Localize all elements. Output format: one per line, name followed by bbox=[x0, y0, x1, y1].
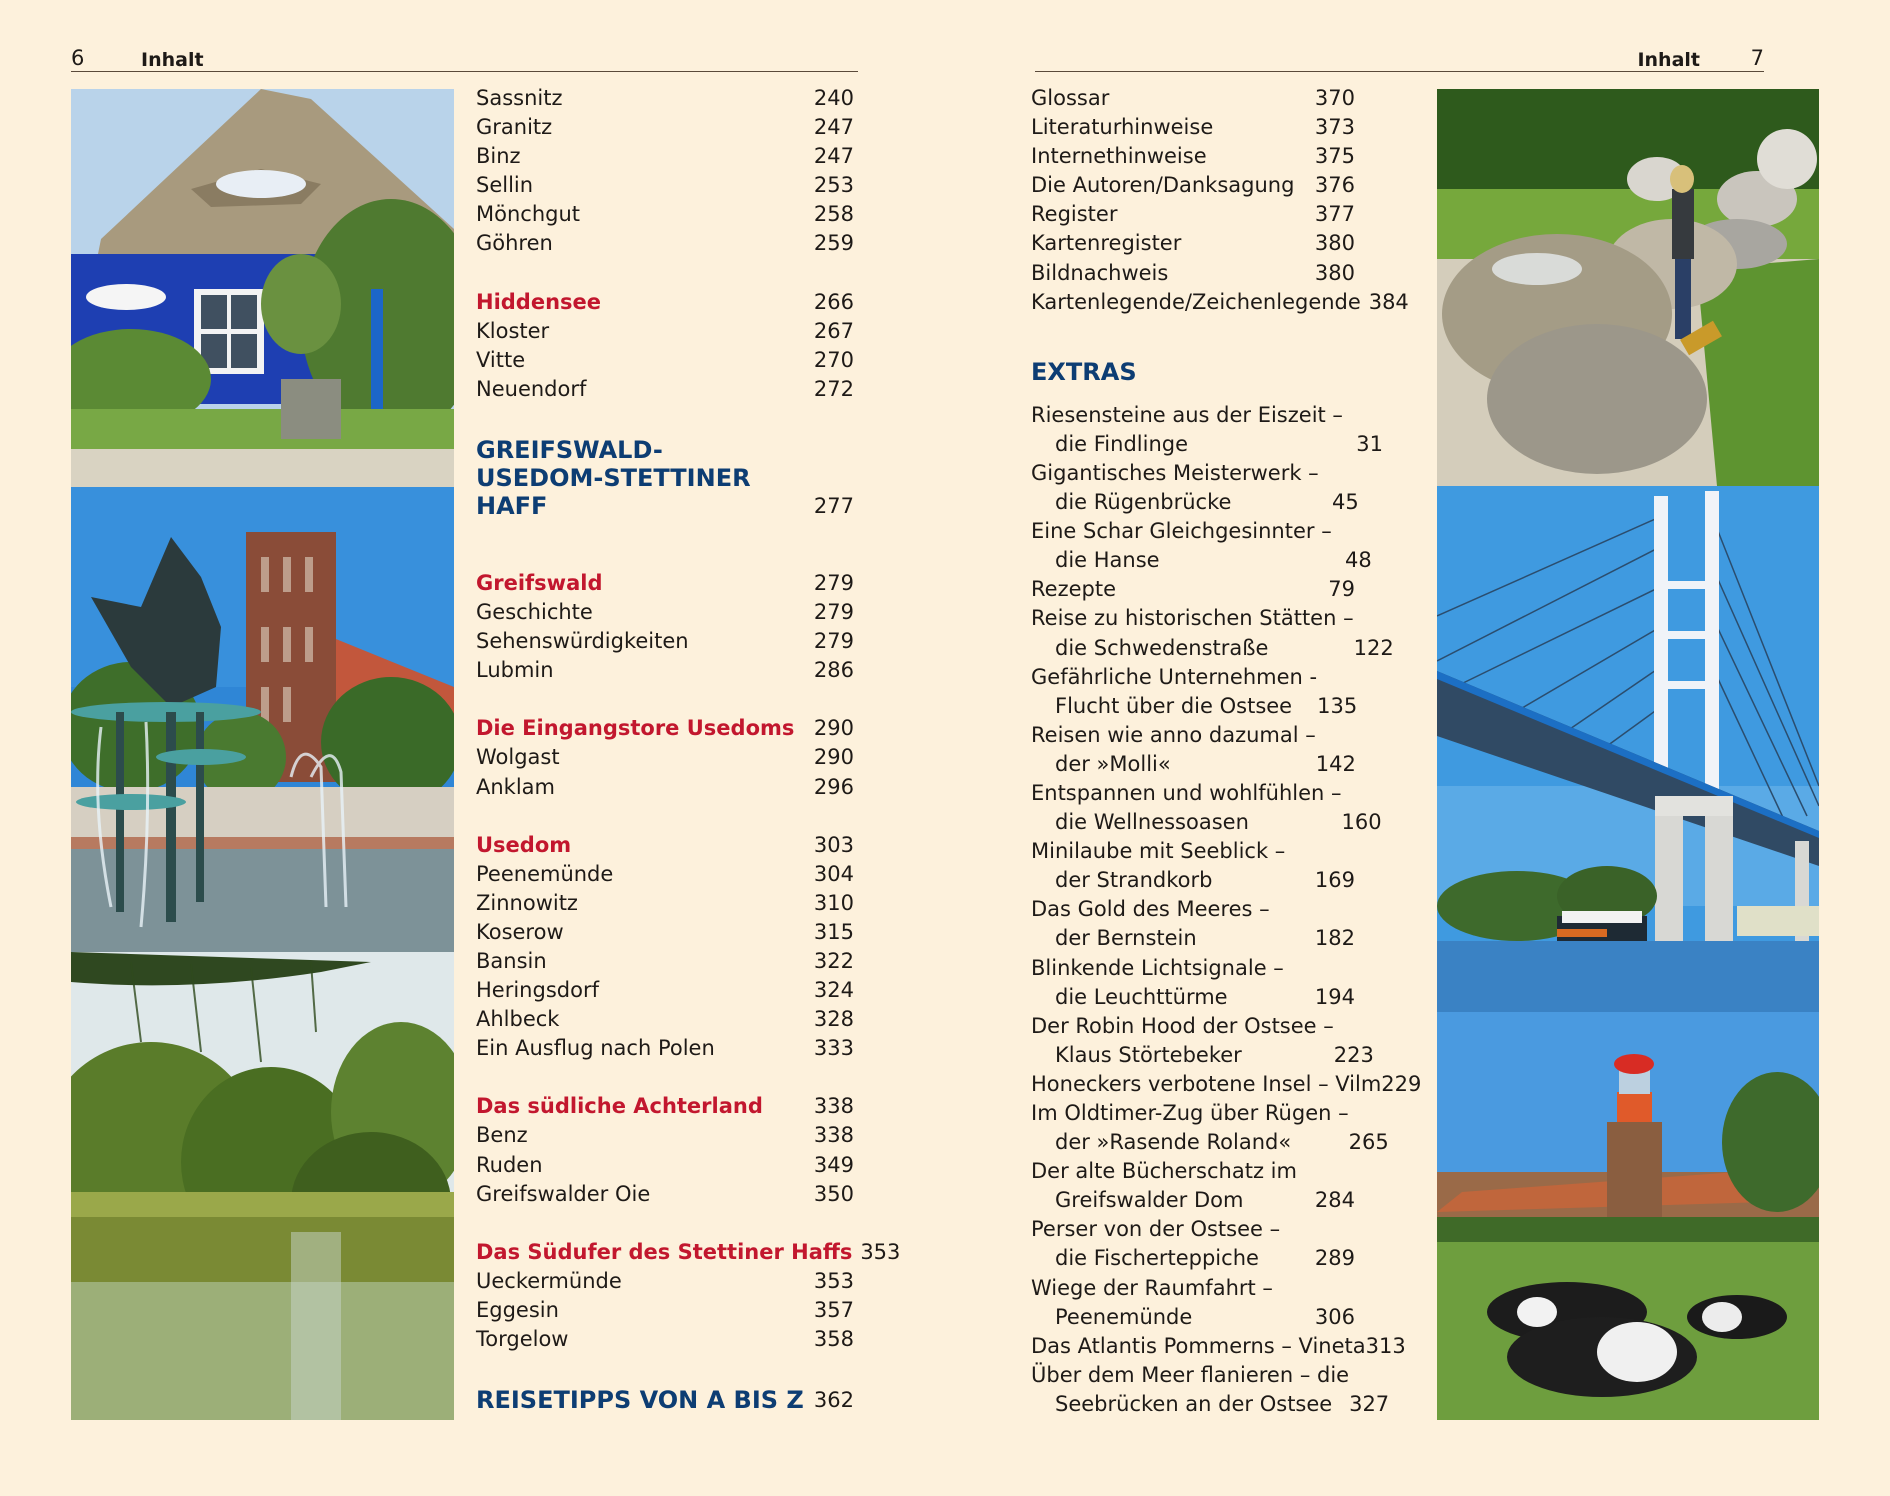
extras-entry-title bbox=[1031, 1361, 1349, 1419]
toc-entry-page: 358 bbox=[813, 1327, 854, 1351]
toc-entry-item[interactable] bbox=[476, 1267, 854, 1296]
extras-entry-line1: Rezepte bbox=[1031, 577, 1116, 602]
toc-entry-label: Bansin bbox=[476, 948, 547, 973]
extras-entry[interactable] bbox=[1031, 895, 1355, 953]
toc-entry-label: Lubmin bbox=[476, 658, 554, 683]
toc-entry-item[interactable] bbox=[476, 860, 854, 889]
photo-lake-trees bbox=[71, 952, 454, 1420]
extras-entry-line2: die Findlinge bbox=[1055, 431, 1189, 456]
toc-entry-page: 303 bbox=[813, 832, 854, 857]
extras-entry[interactable] bbox=[1031, 721, 1355, 779]
photo-boulder-garden bbox=[1437, 89, 1819, 486]
extras-entry-page: 313 bbox=[1365, 1333, 1406, 1358]
extras-entry-title bbox=[1031, 663, 1317, 721]
extras-entry-page: 160 bbox=[1341, 810, 1382, 835]
page-number: 7 bbox=[1750, 46, 1764, 70]
toc-entry-page: 267 bbox=[813, 318, 854, 343]
extras-entry-line1: Minilaube mit Seeblick – bbox=[1031, 839, 1286, 864]
extras-entry-line1: Entspannen und wohlfühlen – bbox=[1031, 780, 1342, 805]
appendix-entry-label: Kartenlegende/Zeichenlegende bbox=[1031, 289, 1361, 314]
toc-entry-label: Sehenswürdigkeiten bbox=[476, 629, 689, 654]
extras-entry-page: 142 bbox=[1315, 751, 1356, 776]
toc-entry-page: 266 bbox=[813, 289, 854, 314]
appendix-entry[interactable] bbox=[1031, 171, 1355, 200]
extras-entry[interactable] bbox=[1031, 1215, 1355, 1273]
toc-entry-label: Ein Ausflug nach Polen bbox=[476, 1036, 715, 1061]
extras-entry[interactable] bbox=[1031, 459, 1359, 517]
toc-entry-label: Greifswald bbox=[476, 570, 603, 595]
toc-entry-region[interactable] bbox=[476, 1238, 901, 1267]
toc-entry-page: 247 bbox=[813, 144, 854, 169]
extras-entry[interactable] bbox=[1031, 663, 1358, 721]
extras-entry-title bbox=[1031, 1332, 1366, 1361]
appendix-entry[interactable] bbox=[1031, 142, 1355, 171]
toc-entry-label: Usedom bbox=[476, 832, 572, 857]
extras-entry-page: 31 bbox=[1356, 431, 1383, 456]
toc-entry-region[interactable] bbox=[476, 831, 854, 860]
extras-entry-page: 169 bbox=[1314, 868, 1355, 893]
toc-entry-page: 270 bbox=[813, 347, 854, 372]
toc-entry-page: 290 bbox=[813, 716, 854, 741]
extras-entry-line2: Seebrücken an der Ostsee bbox=[1055, 1391, 1333, 1416]
extras-entry-line1: Perser von der Ostsee – bbox=[1031, 1217, 1281, 1242]
running-head-left bbox=[71, 44, 858, 72]
extras-entry-page: 135 bbox=[1317, 693, 1358, 718]
toc-entry-item[interactable] bbox=[476, 1151, 854, 1180]
extras-entry-page: 229 bbox=[1381, 1071, 1422, 1096]
toc-entry-page: 322 bbox=[813, 948, 854, 973]
toc-entry-item[interactable] bbox=[476, 1325, 854, 1354]
toc-entry-item[interactable] bbox=[476, 656, 854, 685]
toc-entry-label: Anklam bbox=[476, 774, 555, 799]
toc-entry-item[interactable] bbox=[476, 142, 854, 171]
toc-entry-label: Hiddensee bbox=[476, 289, 602, 314]
toc-entry-page: 279 bbox=[813, 600, 854, 625]
toc-entry-label: Ruden bbox=[476, 1152, 543, 1177]
extras-entry-line2: die Fischerteppiche bbox=[1055, 1246, 1259, 1271]
appendix-entry-page: 373 bbox=[1314, 115, 1355, 140]
extras-entry-line1: Über dem Meer flanieren – die bbox=[1031, 1362, 1350, 1387]
toc-entry-item[interactable] bbox=[476, 317, 854, 346]
toc-entry-chapter[interactable] bbox=[476, 436, 854, 520]
toc-entry-label: Greifswalder Oie bbox=[476, 1181, 651, 1206]
extras-heading: EXTRAS bbox=[1031, 357, 1137, 386]
toc-entry-item[interactable] bbox=[476, 976, 854, 1005]
appendix-entry[interactable] bbox=[1031, 200, 1355, 229]
extras-entry[interactable] bbox=[1031, 1157, 1355, 1215]
spacer bbox=[476, 259, 854, 288]
toc-left bbox=[476, 84, 901, 1415]
appendix-entry[interactable] bbox=[1031, 113, 1355, 142]
toc-entry-label: Torgelow bbox=[476, 1327, 569, 1351]
toc-entry-label: Das Südufer des Stettiner Haffs bbox=[476, 1239, 853, 1264]
toc-entry-page: 272 bbox=[813, 376, 854, 401]
toc-entry-label: Ahlbeck bbox=[476, 1007, 560, 1032]
extras-entry-title bbox=[1031, 779, 1342, 837]
toc-entry-page: 338 bbox=[813, 1094, 854, 1119]
extras-entry-page: 122 bbox=[1353, 635, 1394, 660]
appendix-entry-label: Kartenregister bbox=[1031, 231, 1182, 256]
extras-entry[interactable] bbox=[1031, 954, 1355, 1012]
page-number: 6 bbox=[71, 46, 85, 70]
toc-entry-label: Benz bbox=[476, 1123, 528, 1148]
appendix-entry-page: 375 bbox=[1314, 144, 1355, 169]
appendix-list bbox=[1031, 84, 1409, 317]
spacer bbox=[476, 685, 854, 714]
toc-entry-label: GREIFSWALD-USEDOM-STETTINER HAFF bbox=[476, 435, 751, 520]
appendix-entry[interactable] bbox=[1031, 84, 1355, 113]
photo-lighthouse-cows bbox=[1437, 1012, 1819, 1420]
extras-entry-line1: Das Gold des Meeres – bbox=[1031, 897, 1270, 922]
extras-entry-title bbox=[1031, 1215, 1280, 1273]
toc-entry-item[interactable] bbox=[476, 1121, 854, 1150]
extras-entry[interactable] bbox=[1031, 1361, 1390, 1419]
spacer bbox=[476, 520, 854, 540]
extras-entry-page: 45 bbox=[1331, 490, 1359, 515]
toc-entry-item[interactable] bbox=[476, 598, 854, 627]
toc-entry-page: 259 bbox=[813, 231, 854, 256]
extras-entry-line2: Klaus Störtebeker bbox=[1055, 1042, 1242, 1067]
toc-entry-item[interactable] bbox=[476, 918, 854, 947]
extras-entry[interactable] bbox=[1031, 837, 1355, 895]
photo-thatched-cottage bbox=[71, 89, 454, 487]
extras-entry-title bbox=[1031, 954, 1284, 1012]
toc-entry-page: 350 bbox=[813, 1181, 854, 1206]
toc-entry-item[interactable] bbox=[476, 171, 854, 200]
extras-list bbox=[1031, 401, 1422, 1419]
toc-entry-item[interactable] bbox=[476, 743, 854, 772]
extras-entry-line2: die Leuchttürme bbox=[1055, 984, 1228, 1009]
toc-entry-label: Heringsdorf bbox=[476, 978, 599, 1003]
extras-entry[interactable] bbox=[1031, 1012, 1374, 1070]
toc-entry-label: Eggesin bbox=[476, 1297, 559, 1322]
extras-entry-title bbox=[1031, 604, 1354, 662]
extras-entry-line1: Im Oldtimer-Zug über Rügen – bbox=[1031, 1101, 1349, 1125]
toc-entry-item[interactable] bbox=[476, 200, 854, 229]
toc-entry-label: REISETIPPS VON A BIS Z bbox=[476, 1386, 804, 1415]
extras-entry-page: 194 bbox=[1314, 984, 1355, 1009]
toc-entry-page: 286 bbox=[813, 658, 854, 683]
extras-entry-line2: der »Rasende Roland« bbox=[1055, 1130, 1292, 1155]
extras-entry-line2: Peenemünde bbox=[1055, 1304, 1193, 1329]
extras-entry[interactable] bbox=[1031, 1099, 1389, 1157]
extras-entry-line1: Der Robin Hood der Ostsee – bbox=[1031, 1013, 1334, 1038]
extras-entry-page: 306 bbox=[1314, 1304, 1355, 1329]
extras-entry[interactable] bbox=[1031, 604, 1394, 662]
appendix-entry-page: 380 bbox=[1314, 231, 1355, 256]
toc-entry-page: 338 bbox=[813, 1123, 854, 1148]
toc-entry-label: Zinnowitz bbox=[476, 890, 578, 915]
extras-entry-title bbox=[1031, 721, 1316, 779]
toc-entry-page: 247 bbox=[813, 115, 854, 140]
toc-entry-item[interactable] bbox=[476, 229, 854, 258]
extras-entry[interactable] bbox=[1031, 401, 1383, 459]
spacer bbox=[476, 1354, 854, 1386]
toc-entry-item[interactable] bbox=[476, 773, 854, 802]
extras-entry-page: 284 bbox=[1314, 1188, 1355, 1213]
toc-entry-item[interactable] bbox=[476, 889, 854, 918]
extras-entry-title bbox=[1031, 1070, 1381, 1099]
toc-entry-label: Die Eingangstore Usedoms bbox=[476, 716, 795, 741]
extras-entry-line1: Wiege der Raumfahrt – bbox=[1031, 1275, 1273, 1300]
toc-entry-label: Binz bbox=[476, 144, 521, 169]
extras-entry-line2: Flucht über die Ostsee bbox=[1055, 693, 1293, 718]
appendix-entry[interactable] bbox=[1031, 259, 1355, 288]
extras-entry-title bbox=[1031, 401, 1343, 459]
appendix-entry-page: 370 bbox=[1314, 86, 1355, 110]
toc-entry-item[interactable] bbox=[476, 1034, 854, 1063]
toc-entry-page: 349 bbox=[813, 1152, 854, 1177]
toc-entry-item[interactable] bbox=[476, 84, 854, 113]
extras-entry-line1: Riesensteine aus der Eiszeit – bbox=[1031, 402, 1343, 427]
toc-entry-label: Koserow bbox=[476, 919, 564, 944]
extras-entry[interactable] bbox=[1031, 779, 1382, 837]
toc-entry-page: 253 bbox=[813, 173, 854, 198]
extras-entry-title bbox=[1031, 517, 1332, 575]
spacer bbox=[476, 540, 854, 569]
toc-entry-region[interactable] bbox=[476, 288, 854, 317]
toc-entry-item[interactable] bbox=[476, 113, 854, 142]
extras-entry-line2: der Strandkorb bbox=[1055, 868, 1213, 893]
appendix-entry-page: 377 bbox=[1314, 202, 1355, 227]
extras-entry-line1: Gigantisches Meisterwerk – bbox=[1031, 460, 1319, 485]
spacer bbox=[476, 404, 854, 436]
extras-entry-title bbox=[1031, 1157, 1297, 1215]
toc-entry-page: 353 bbox=[813, 1268, 854, 1293]
toc-entry-label: Geschichte bbox=[476, 600, 593, 625]
toc-entry-label: Mönchgut bbox=[476, 202, 581, 227]
running-head-title: Inhalt bbox=[141, 49, 204, 71]
photo-griffin-fountain-church bbox=[71, 487, 454, 952]
extras-entry-line1: Reise zu historischen Stätten – bbox=[1031, 606, 1354, 631]
extras-entry-page: 289 bbox=[1314, 1246, 1355, 1271]
toc-entry-page: 310 bbox=[813, 890, 854, 915]
appendix-entry[interactable] bbox=[1031, 229, 1355, 258]
toc-entry-chapter[interactable] bbox=[476, 1386, 854, 1414]
toc-entry-label: Granitz bbox=[476, 115, 553, 140]
toc-entry-item[interactable] bbox=[476, 375, 854, 404]
toc-entry-item[interactable] bbox=[476, 1296, 854, 1325]
toc-entry-page: 333 bbox=[813, 1036, 854, 1061]
toc-entry-page: 240 bbox=[813, 86, 854, 110]
toc-entry-region[interactable] bbox=[476, 714, 854, 743]
appendix-entry-label: Bildnachweis bbox=[1031, 260, 1169, 285]
extras-entry-line2: die Hanse bbox=[1055, 548, 1160, 573]
toc-entry-item[interactable] bbox=[476, 1180, 854, 1209]
appendix-entry-label: Glossar bbox=[1031, 86, 1110, 110]
extras-entry-page: 327 bbox=[1349, 1391, 1390, 1416]
toc-entry-item[interactable] bbox=[476, 627, 854, 656]
toc-entry-page: 304 bbox=[813, 861, 854, 886]
extras-entry-title bbox=[1031, 1099, 1349, 1157]
extras-entry-page: 223 bbox=[1333, 1042, 1374, 1067]
toc-entry-region[interactable] bbox=[476, 1092, 854, 1121]
extras-entry-line1: Blinkende Lichtsignale – bbox=[1031, 955, 1284, 980]
appendix-entry-page: 384 bbox=[1368, 289, 1409, 314]
photo-ruegen-bridge bbox=[1437, 486, 1819, 1012]
toc-entry-page: 279 bbox=[813, 570, 854, 595]
toc-entry-label: Sassnitz bbox=[476, 86, 563, 110]
extras-entry-page: 265 bbox=[1348, 1130, 1389, 1155]
right-page bbox=[945, 0, 1890, 1496]
spacer bbox=[476, 1209, 854, 1238]
toc-entry-label: Ueckermünde bbox=[476, 1268, 622, 1293]
extras-entry-page: 79 bbox=[1328, 577, 1355, 602]
appendix-entry-label: Internethinweise bbox=[1031, 144, 1207, 169]
appendix-entry-label: Register bbox=[1031, 202, 1118, 227]
appendix-entry-page: 380 bbox=[1314, 260, 1355, 285]
running-head-right bbox=[1035, 44, 1764, 72]
toc-entry-label: Das südliche Achterland bbox=[476, 1094, 763, 1119]
extras-entry-line2: die Schwedenstraße bbox=[1055, 635, 1269, 660]
toc-entry-label: Vitte bbox=[476, 347, 526, 372]
extras-entry-page: 182 bbox=[1314, 926, 1355, 951]
toc-entry-label: Wolgast bbox=[476, 745, 560, 770]
appendix-entry-label: Die Autoren/Danksagung bbox=[1031, 173, 1295, 198]
extras-entry-line1: Das Atlantis Pommerns – Vineta bbox=[1031, 1333, 1366, 1358]
extras-entry-title bbox=[1031, 575, 1116, 604]
extras-entry-title bbox=[1031, 837, 1285, 895]
toc-entry-page: 324 bbox=[813, 978, 854, 1003]
running-head-title: Inhalt bbox=[1637, 49, 1700, 71]
extras-entry-line1: Der alte Bücherschatz im bbox=[1031, 1159, 1297, 1184]
toc-entry-page: 290 bbox=[813, 745, 854, 770]
extras-entry-line2: der »Molli« bbox=[1055, 751, 1171, 776]
extras-entry[interactable] bbox=[1031, 1070, 1422, 1099]
toc-entry-page: 279 bbox=[813, 629, 854, 654]
extras-entry[interactable] bbox=[1031, 1332, 1406, 1361]
toc-entry-label: Sellin bbox=[476, 173, 534, 198]
extras-entry-title bbox=[1031, 459, 1319, 517]
extras-entry[interactable] bbox=[1031, 517, 1372, 575]
extras-entry-title bbox=[1031, 895, 1270, 953]
toc-entry-label: Göhren bbox=[476, 231, 553, 256]
spacer bbox=[476, 1063, 854, 1092]
extras-entry-line2: Greifswalder Dom bbox=[1055, 1188, 1244, 1213]
appendix-entry-page: 376 bbox=[1314, 173, 1355, 198]
toc-entry-item[interactable] bbox=[476, 346, 854, 375]
toc-entry-page: 328 bbox=[813, 1007, 854, 1032]
extras-entry-line1: Reisen wie anno dazumal – bbox=[1031, 722, 1316, 747]
toc-entry-page: 315 bbox=[813, 919, 854, 944]
toc-entry-item[interactable] bbox=[476, 947, 854, 976]
extras-entry-line2: die Rügenbrücke bbox=[1055, 490, 1232, 515]
spacer bbox=[476, 802, 854, 831]
toc-entry-label: Neuendorf bbox=[476, 376, 587, 401]
extras-entry[interactable] bbox=[1031, 1274, 1355, 1332]
extras-entry-line1: Eine Schar Gleichgesinnter – bbox=[1031, 519, 1332, 544]
appendix-entry[interactable] bbox=[1031, 288, 1409, 317]
toc-entry-region[interactable] bbox=[476, 569, 854, 598]
appendix-entry-label: Literaturhinweise bbox=[1031, 115, 1214, 140]
toc-entry-page: 296 bbox=[813, 774, 854, 799]
extras-entry[interactable] bbox=[1031, 575, 1355, 604]
extras-entry-title bbox=[1031, 1274, 1273, 1332]
toc-entry-page: 258 bbox=[813, 202, 854, 227]
extras-entry-line2: die Wellnessoasen bbox=[1055, 810, 1249, 835]
toc-entry-label: Peenemünde bbox=[476, 861, 614, 886]
toc-entry-page: 277 bbox=[813, 493, 854, 518]
extras-entry-title bbox=[1031, 1012, 1334, 1070]
extras-entry-line2: der Bernstein bbox=[1055, 926, 1197, 951]
extras-entry-line1: Gefährliche Unternehmen - bbox=[1031, 664, 1318, 689]
toc-right bbox=[1031, 84, 1422, 1419]
extras-entry-page: 48 bbox=[1344, 548, 1372, 573]
toc-entry-page: 357 bbox=[813, 1297, 854, 1322]
toc-entry-page: 353 bbox=[860, 1239, 901, 1264]
toc-entry-label: Kloster bbox=[476, 318, 550, 343]
toc-entry-page: 362 bbox=[813, 1388, 854, 1413]
extras-entry-line1: Honeckers verbotene Insel – Vilm bbox=[1031, 1071, 1382, 1096]
toc-entry-item[interactable] bbox=[476, 1005, 854, 1034]
